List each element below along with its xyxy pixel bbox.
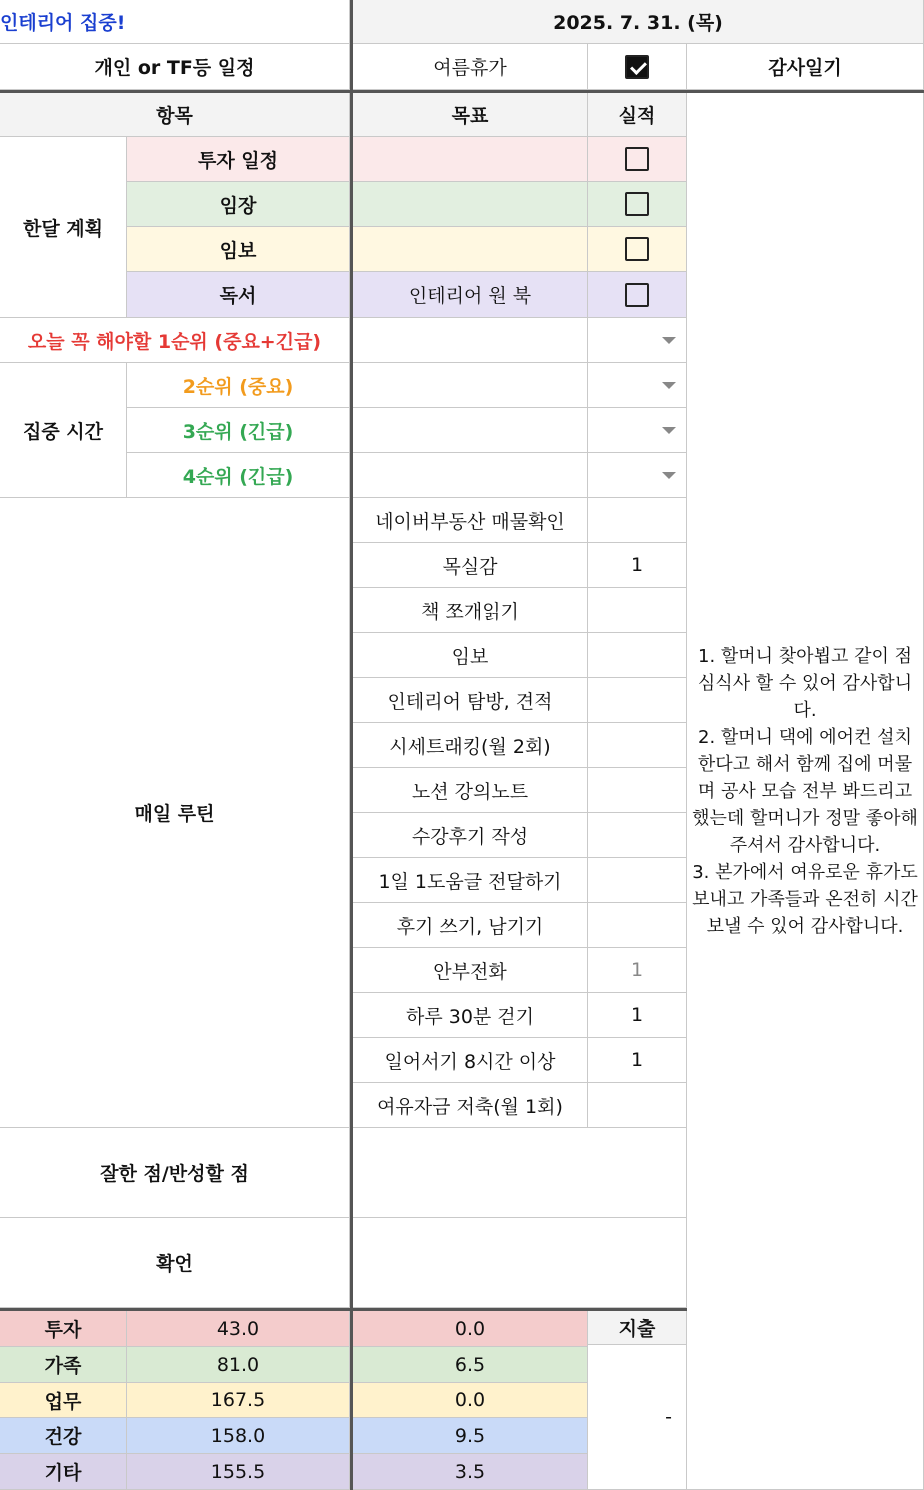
monthly-checkbox-imbo[interactable] [588,227,687,272]
dropdown-arrow-icon [662,427,676,434]
routine-item: 수강후기 작성 [353,813,588,858]
summary-total: 155.5 [127,1454,350,1490]
priority-1-label: 오늘 꼭 해야할 1순위 (중요+긴급) [0,318,350,363]
checkbox-empty-icon [625,147,649,171]
checkbox-empty-icon [625,192,649,216]
routine-item: 네이버부동산 매물확인 [353,498,588,543]
routine-result[interactable] [588,723,687,768]
dropdown-arrow-icon [662,472,676,479]
priority-1-input[interactable] [353,318,588,363]
summary-category: 업무 [0,1383,127,1418]
dropdown-arrow-icon [662,337,676,344]
summary-category: 기타 [0,1454,127,1490]
priority-2-label: 2순위 (중요) [127,363,350,408]
routine-result[interactable] [588,768,687,813]
priority-1-dropdown[interactable] [588,318,687,363]
expense-value: - [588,1345,687,1490]
summary-today: 6.5 [353,1347,588,1383]
summary-today: 9.5 [353,1418,588,1454]
priority-2-dropdown[interactable] [588,363,687,408]
reflection-input[interactable] [353,1128,687,1218]
summary-category: 건강 [0,1418,127,1454]
monthly-goal-imbo[interactable] [353,227,588,272]
routine-item: 여유자금 저축(월 1회) [353,1083,588,1128]
routine-item: 1일 1도움글 전달하기 [353,858,588,903]
summary-total: 43.0 [127,1311,350,1347]
summary-today: 0.0 [353,1383,588,1418]
routine-result[interactable] [588,858,687,903]
monthly-goal-imjang[interactable] [353,182,588,227]
expense-label: 지출 [588,1311,687,1345]
monthly-item-imbo: 임보 [127,227,350,272]
routine-item: 노션 강의노트 [353,768,588,813]
personal-schedule-value[interactable]: 여름휴가 [353,44,588,90]
column-item: 항목 [0,93,350,137]
monthly-checkbox-reading[interactable] [588,272,687,318]
priority-4-input[interactable] [353,453,588,498]
gratitude-note[interactable]: 1. 할머니 찾아뵙고 같이 점심식사 할 수 있어 감사합니다. 2. 할머니 댁에 에어컨 설치한다고 해서 함께 집에 머물며 공사 모습 전부 봐드리고 했는데 할머니가 정말 좋아해주셔서 감사합니다. 3. 본가에서 여유로운 휴가도 보내고 가족들과 온전히 시간 보낼 수 있어 감사합니다. [687,93,924,1490]
priority-4-label: 4순위 (긴급) [127,453,350,498]
routine-result[interactable] [588,498,687,543]
summary-category: 가족 [0,1347,127,1383]
priority-3-label: 3순위 (긴급) [127,408,350,453]
routine-item: 인테리어 탐방, 견적 [353,678,588,723]
routine-result[interactable]: 1 [588,948,687,993]
routine-result[interactable] [588,903,687,948]
routine-item: 목실감 [353,543,588,588]
routine-item: 안부전화 [353,948,588,993]
checkbox-empty-icon [625,237,649,261]
routine-result[interactable]: 1 [588,1038,687,1083]
routine-result[interactable]: 1 [588,993,687,1038]
affirmation-input[interactable] [353,1218,687,1308]
priority-3-dropdown[interactable] [588,408,687,453]
routine-result[interactable]: 1 [588,543,687,588]
priority-4-dropdown[interactable] [588,453,687,498]
personal-schedule-checkbox[interactable] [588,44,687,90]
date-header: 2025. 7. 31. (목) [353,0,924,44]
routine-result[interactable] [588,813,687,858]
sheet-title: 인테리어 집중! [0,0,350,44]
routine-result[interactable] [588,1083,687,1128]
priority-2-input[interactable] [353,363,588,408]
summary-total: 158.0 [127,1418,350,1454]
summary-category: 투자 [0,1311,127,1347]
daily-routine-label: 매일 루틴 [0,498,350,1128]
affirmation-label: 확언 [0,1218,350,1308]
checkbox-empty-icon [625,283,649,307]
column-result: 실적 [588,93,687,137]
summary-total: 81.0 [127,1347,350,1383]
monthly-goal-investment[interactable] [353,137,588,182]
routine-item: 임보 [353,633,588,678]
routine-result[interactable] [588,678,687,723]
summary-total: 167.5 [127,1383,350,1418]
monthly-goal-reading[interactable]: 인테리어 원 북 [353,272,588,318]
routine-item: 후기 쓰기, 남기기 [353,903,588,948]
routine-result[interactable] [588,588,687,633]
priority-3-input[interactable] [353,408,588,453]
routine-item: 시세트래킹(월 2회) [353,723,588,768]
checkbox-checked-icon [625,55,649,79]
routine-item: 하루 30분 걷기 [353,993,588,1038]
monthly-checkbox-imjang[interactable] [588,182,687,227]
summary-today: 0.0 [353,1311,588,1347]
monthly-item-investment: 투자 일정 [127,137,350,182]
dropdown-arrow-icon [662,382,676,389]
routine-item: 일어서기 8시간 이상 [353,1038,588,1083]
routine-item: 책 쪼개읽기 [353,588,588,633]
monthly-item-reading: 독서 [127,272,350,318]
summary-today: 3.5 [353,1454,588,1490]
personal-schedule-label: 개인 or TF등 일정 [0,44,350,90]
routine-result[interactable] [588,633,687,678]
focus-time-label: 집중 시간 [0,363,127,498]
column-goal: 목표 [353,93,588,137]
gratitude-label: 감사일기 [687,44,924,90]
monthly-item-imjang: 임장 [127,182,350,227]
monthly-checkbox-investment[interactable] [588,137,687,182]
monthly-plan-label: 한달 계획 [0,137,127,318]
reflection-label: 잘한 점/반성할 점 [0,1128,350,1218]
